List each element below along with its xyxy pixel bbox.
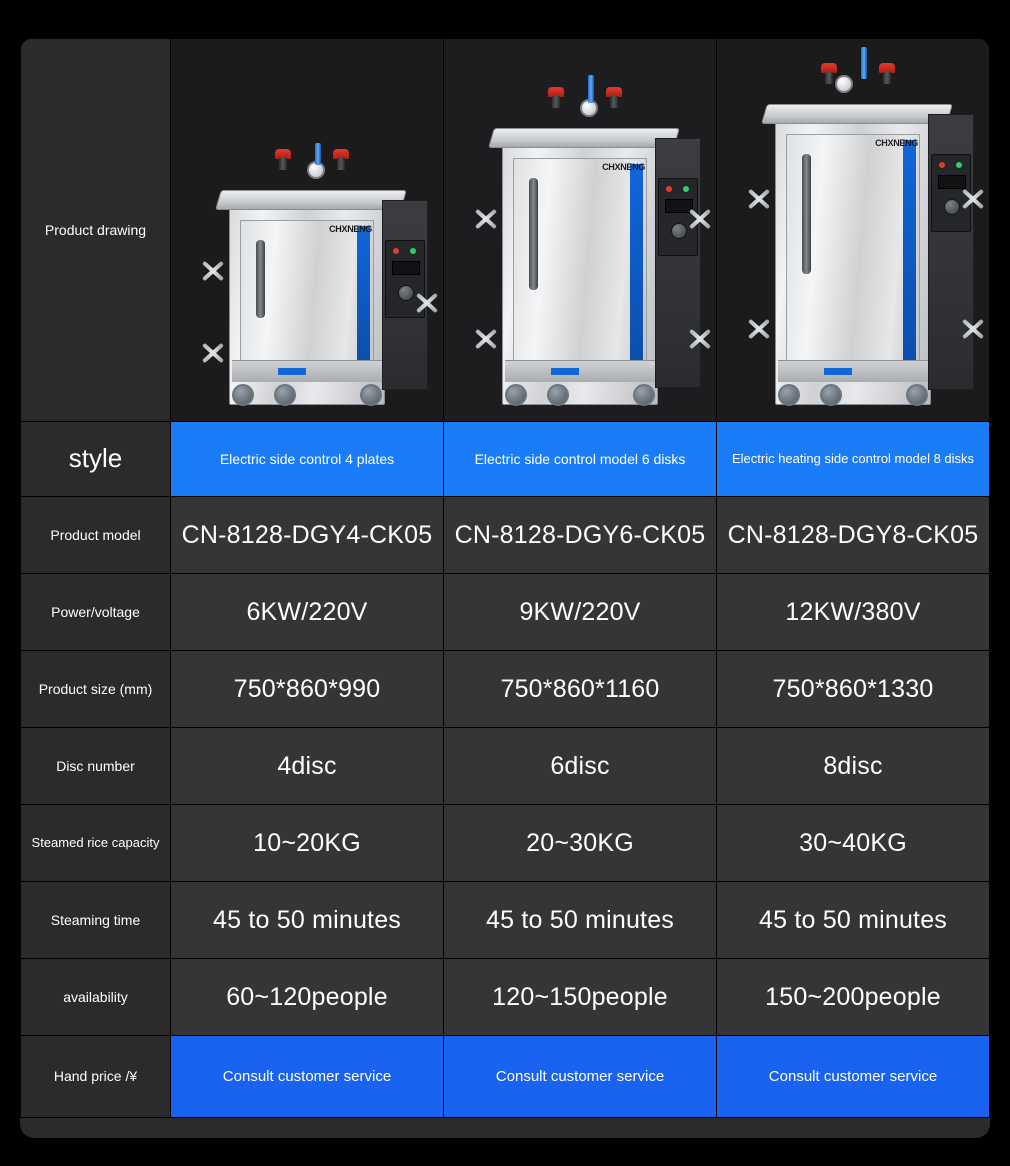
row-label-product-drawing: Product drawing [21,39,171,422]
power-voltage-value-1: 6KW/220V [171,574,444,651]
cabinet-base [778,360,928,382]
valve-handle-icon [200,340,226,366]
table-row-steamed-rice-capacity [21,805,990,882]
door-handle-icon [256,240,265,318]
row-label-hand-price: Hand price /¥ [21,1036,171,1118]
valve-handle-icon [960,186,986,212]
red-valve-cap-icon [821,63,837,73]
door-handle-icon [529,178,538,290]
brand-logo: CHXNENG [602,162,645,172]
row-label-availability: availability [21,959,171,1036]
table-row-steaming-time [21,882,990,959]
brand-logo: CHXNENG [875,138,918,148]
disc-number-value-3: 8disc [717,728,990,805]
blue-brand-stripe [630,164,643,360]
blue-pipe-icon [588,75,594,103]
spec-comparison-table [20,38,990,1138]
product-image-cell-1 [171,39,444,422]
blue-brand-stripe [357,226,370,360]
consult-customer-service-button-2[interactable]: Consult customer service [444,1036,717,1118]
steamed-rice-capacity-value-1: 10~20KG [171,805,444,882]
steaming-time-value-1: 45 to 50 minutes [171,882,444,959]
power-led-red-icon [393,248,399,254]
caster-wheel-icon [906,382,928,406]
cabinet-top [215,190,407,210]
steamer-illustration-1 [229,205,385,405]
blue-pipe-icon [315,143,321,165]
caster-wheel-icon [505,382,527,406]
valve-handle-icon [746,186,772,212]
valve-handle-icon [414,290,440,316]
cabinet-body [775,119,931,405]
product-model-value-1: CN-8128-DGY4-CK05 [171,497,444,574]
control-knob-icon[interactable] [944,199,960,215]
power-led-red-icon [939,162,945,168]
consult-customer-service-button-1[interactable]: Consult customer service [171,1036,444,1118]
table-row-availability [21,959,990,1036]
valve-handle-icon [687,326,713,352]
style-value-3: Electric heating side control model 8 disks [717,422,990,497]
product-model-value-3: CN-8128-DGY8-CK05 [717,497,990,574]
door-handle-icon [802,154,811,274]
control-knob-icon[interactable] [671,223,687,239]
caster-wheel-icon [820,382,842,406]
product-model-value-2: CN-8128-DGY6-CK05 [444,497,717,574]
steaming-time-value-3: 45 to 50 minutes [717,882,990,959]
caster-wheel-icon [232,382,254,406]
row-label-steamed-rice-capacity: Steamed rice capacity [21,805,171,882]
steamed-rice-capacity-value-3: 30~40KG [717,805,990,882]
cabinet-body [502,143,658,405]
power-voltage-value-3: 12KW/380V [717,574,990,651]
product-image-cell-3 [717,39,990,422]
cabinet-top [488,128,680,148]
caster-wheel-icon [778,382,800,406]
cabinet-base [505,360,655,382]
caster-wheel-icon [633,382,655,406]
blue-brand-stripe [903,140,916,360]
row-label-product-size: Product size (mm) [21,651,171,728]
steamer-illustration-2 [502,143,658,405]
red-valve-cap-icon [333,149,349,159]
blue-pipe-icon [861,47,867,79]
product-size-value-2: 750*860*1160 [444,651,717,728]
valve-handle-icon [473,206,499,232]
disc-number-value-2: 6disc [444,728,717,805]
disc-number-value-1: 4disc [171,728,444,805]
table-row-style [21,422,990,497]
steamer-illustration-3 [775,119,931,405]
display-screen [392,261,420,275]
valve-handle-icon [960,316,986,342]
steamed-rice-capacity-value-2: 20~30KG [444,805,717,882]
power-voltage-value-2: 9KW/220V [444,574,717,651]
red-valve-cap-icon [879,63,895,73]
valve-handle-icon [746,316,772,342]
power-led-red-icon [666,186,672,192]
availability-value-1: 60~120people [171,959,444,1036]
spec-table [20,38,990,1118]
brand-logo: CHXNENG [329,224,372,234]
cabinet-base [232,360,382,382]
valve-handle-icon [473,326,499,352]
steaming-time-value-2: 45 to 50 minutes [444,882,717,959]
caster-wheel-icon [547,382,569,406]
row-label-style: style [21,422,171,497]
cabinet-top [761,104,953,124]
table-row-product-size [21,651,990,728]
red-valve-cap-icon [275,149,291,159]
red-valve-cap-icon [548,87,564,97]
control-knob-icon[interactable] [398,285,414,301]
power-led-green-icon [956,162,962,168]
row-label-product-model: Product model [21,497,171,574]
cabinet-body [229,205,385,405]
table-row-disc-number [21,728,990,805]
availability-value-2: 120~150people [444,959,717,1036]
availability-value-3: 150~200people [717,959,990,1036]
row-label-power-voltage: Power/voltage [21,574,171,651]
product-image-cell-2 [444,39,717,422]
caster-wheel-icon [360,382,382,406]
power-led-green-icon [410,248,416,254]
product-size-value-3: 750*860*1330 [717,651,990,728]
table-row-product-drawing [21,39,990,422]
style-value-2: Electric side control model 6 disks [444,422,717,497]
row-label-disc-number: Disc number [21,728,171,805]
table-row-hand-price [21,1036,990,1118]
caster-wheel-icon [274,382,296,406]
table-row-power-voltage [21,574,990,651]
row-label-steaming-time: Steaming time [21,882,171,959]
valve-handle-icon [200,258,226,284]
power-led-green-icon [683,186,689,192]
style-value-1: Electric side control 4 plates [171,422,444,497]
table-row-product-model [21,497,990,574]
consult-customer-service-button-3[interactable]: Consult customer service [717,1036,990,1118]
product-size-value-1: 750*860*990 [171,651,444,728]
red-valve-cap-icon [606,87,622,97]
valve-handle-icon [687,206,713,232]
pressure-gauge-icon [835,75,853,93]
